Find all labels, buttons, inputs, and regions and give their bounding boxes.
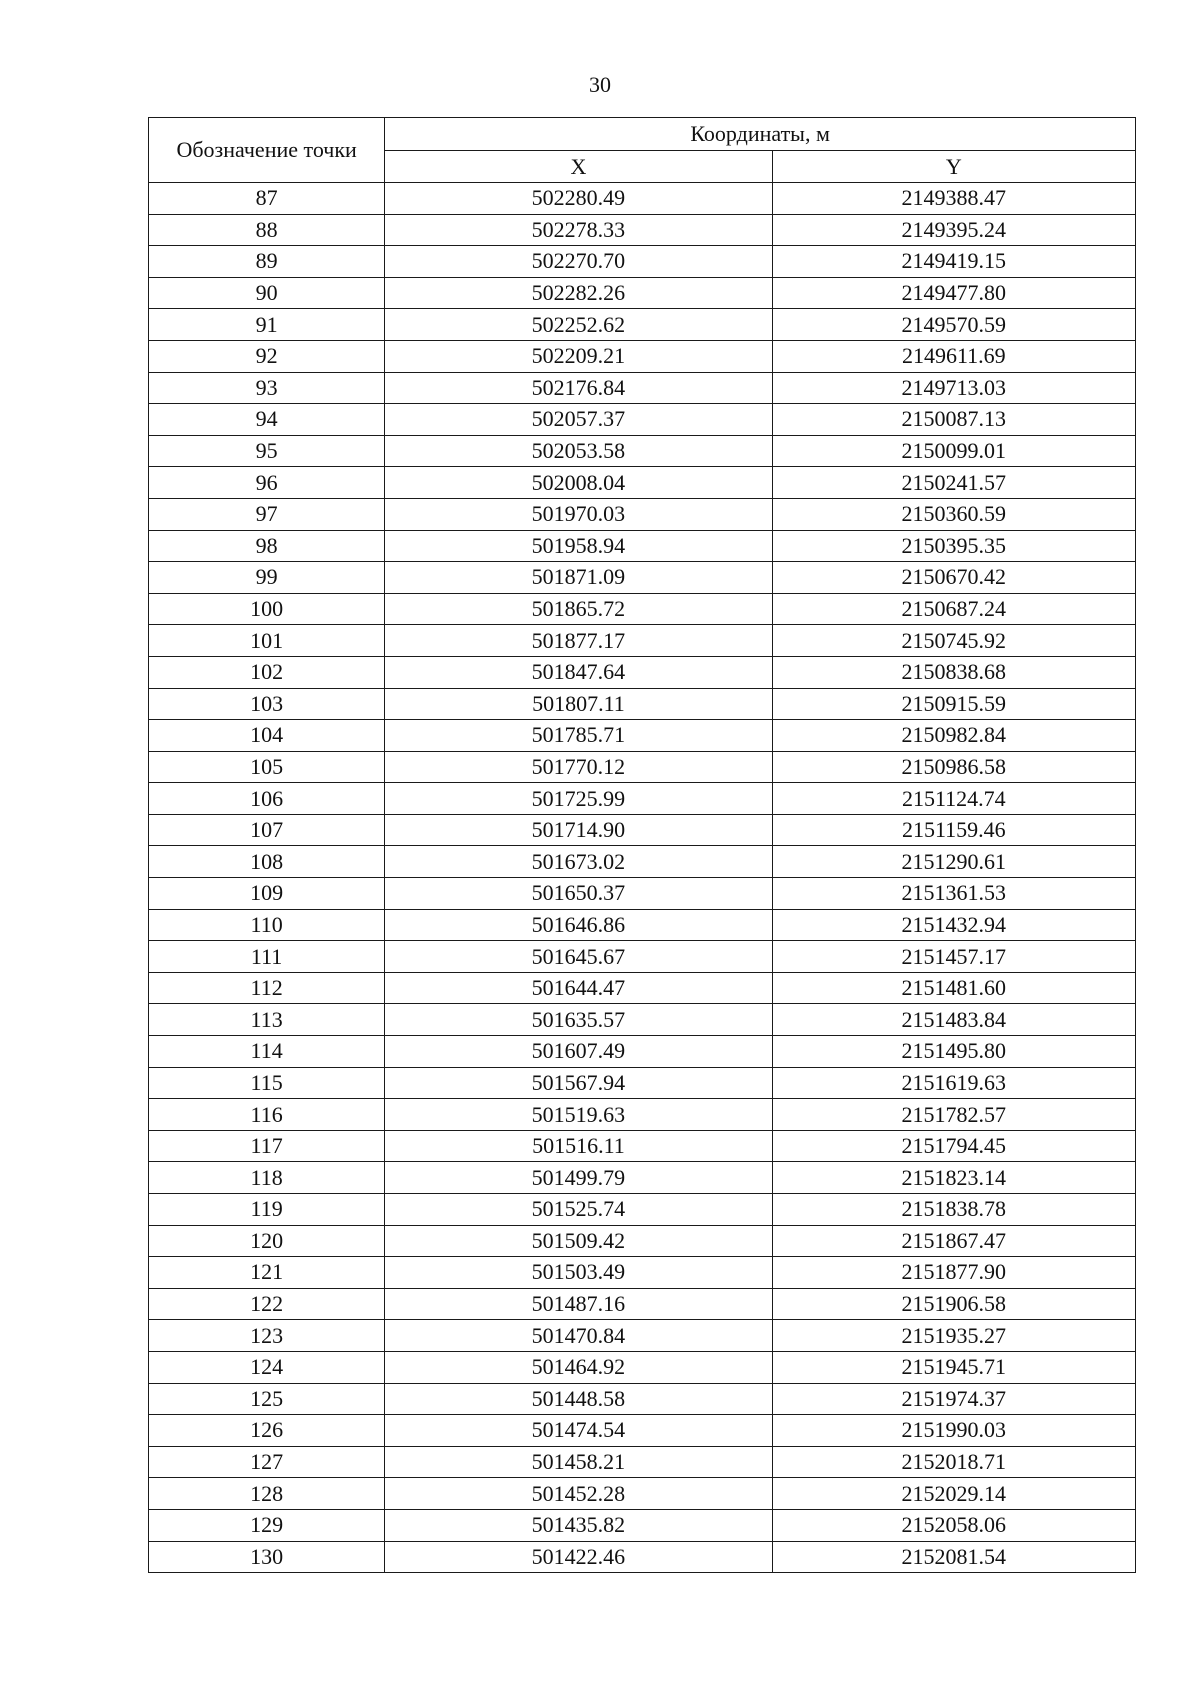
table-row xyxy=(149,1351,1136,1383)
point-cell: 97 xyxy=(149,498,385,530)
table-row xyxy=(149,372,1136,404)
y-coordinate-cell: 2151481.60 xyxy=(772,972,1135,1004)
x-coordinate-cell: 502270.70 xyxy=(385,246,772,278)
y-coordinate-cell: 2151990.03 xyxy=(772,1415,1135,1447)
point-cell: 102 xyxy=(149,656,385,688)
x-coordinate-cell: 501448.58 xyxy=(385,1383,772,1415)
y-coordinate-cell: 2151457.17 xyxy=(772,941,1135,973)
x-coordinate-cell: 501474.54 xyxy=(385,1415,772,1447)
x-coordinate-cell: 501673.02 xyxy=(385,846,772,878)
y-coordinate-cell: 2151361.53 xyxy=(772,878,1135,910)
point-cell: 117 xyxy=(149,1130,385,1162)
y-coordinate-cell: 2151794.45 xyxy=(772,1130,1135,1162)
point-cell: 118 xyxy=(149,1162,385,1194)
table-row xyxy=(149,1320,1136,1352)
point-cell: 92 xyxy=(149,340,385,372)
table-row xyxy=(149,498,1136,530)
y-coordinate-cell: 2151906.58 xyxy=(772,1288,1135,1320)
y-coordinate-cell: 2149477.80 xyxy=(772,277,1135,309)
y-coordinate-cell: 2149388.47 xyxy=(772,183,1135,215)
x-coordinate-cell: 502176.84 xyxy=(385,372,772,404)
table-row xyxy=(149,1415,1136,1447)
point-cell: 95 xyxy=(149,435,385,467)
y-column-header: Y xyxy=(772,151,1135,183)
y-coordinate-cell: 2151619.63 xyxy=(772,1067,1135,1099)
table-row xyxy=(149,1036,1136,1068)
x-coordinate-cell: 501865.72 xyxy=(385,593,772,625)
y-coordinate-cell: 2150241.57 xyxy=(772,467,1135,499)
point-cell: 109 xyxy=(149,878,385,910)
y-coordinate-cell: 2149611.69 xyxy=(772,340,1135,372)
y-coordinate-cell: 2149570.59 xyxy=(772,309,1135,341)
point-cell: 96 xyxy=(149,467,385,499)
table-row xyxy=(149,941,1136,973)
table-header xyxy=(149,118,1136,183)
table-row xyxy=(149,1509,1136,1541)
point-cell: 99 xyxy=(149,562,385,594)
table-row xyxy=(149,878,1136,910)
x-coordinate-cell: 501516.11 xyxy=(385,1130,772,1162)
table-row xyxy=(149,1004,1136,1036)
table-row xyxy=(149,530,1136,562)
point-cell: 111 xyxy=(149,941,385,973)
point-cell: 91 xyxy=(149,309,385,341)
x-coordinate-cell: 501499.79 xyxy=(385,1162,772,1194)
point-cell: 110 xyxy=(149,909,385,941)
point-cell: 120 xyxy=(149,1225,385,1257)
table-row xyxy=(149,340,1136,372)
y-coordinate-cell: 2151935.27 xyxy=(772,1320,1135,1352)
y-coordinate-cell: 2151823.14 xyxy=(772,1162,1135,1194)
table-row xyxy=(149,846,1136,878)
y-coordinate-cell: 2150087.13 xyxy=(772,404,1135,436)
y-coordinate-cell: 2151945.71 xyxy=(772,1351,1135,1383)
x-coordinate-cell: 501958.94 xyxy=(385,530,772,562)
point-cell: 130 xyxy=(149,1541,385,1573)
point-cell: 128 xyxy=(149,1478,385,1510)
x-coordinate-cell: 501644.47 xyxy=(385,972,772,1004)
x-coordinate-cell: 501645.67 xyxy=(385,941,772,973)
x-coordinate-cell: 501487.16 xyxy=(385,1288,772,1320)
x-coordinate-cell: 501525.74 xyxy=(385,1194,772,1226)
y-coordinate-cell: 2151290.61 xyxy=(772,846,1135,878)
table-row xyxy=(149,1383,1136,1415)
x-coordinate-cell: 501646.86 xyxy=(385,909,772,941)
point-cell: 93 xyxy=(149,372,385,404)
x-coordinate-cell: 501503.49 xyxy=(385,1257,772,1289)
x-coordinate-cell: 502280.49 xyxy=(385,183,772,215)
table-row xyxy=(149,1541,1136,1573)
table-row xyxy=(149,1446,1136,1478)
x-coordinate-cell: 501452.28 xyxy=(385,1478,772,1510)
table-row xyxy=(149,720,1136,752)
y-coordinate-cell: 2152029.14 xyxy=(772,1478,1135,1510)
table-row xyxy=(149,214,1136,246)
table-row xyxy=(149,656,1136,688)
point-cell: 129 xyxy=(149,1509,385,1541)
table-row xyxy=(149,1288,1136,1320)
y-coordinate-cell: 2150687.24 xyxy=(772,593,1135,625)
y-coordinate-cell: 2152081.54 xyxy=(772,1541,1135,1573)
y-coordinate-cell: 2150986.58 xyxy=(772,751,1135,783)
y-coordinate-cell: 2151782.57 xyxy=(772,1099,1135,1131)
table-row xyxy=(149,1225,1136,1257)
table-row xyxy=(149,1067,1136,1099)
point-cell: 104 xyxy=(149,720,385,752)
x-coordinate-cell: 501458.21 xyxy=(385,1446,772,1478)
x-coordinate-cell: 501470.84 xyxy=(385,1320,772,1352)
y-coordinate-cell: 2151159.46 xyxy=(772,814,1135,846)
x-coordinate-cell: 501807.11 xyxy=(385,688,772,720)
x-column-header: X xyxy=(385,151,772,183)
y-coordinate-cell: 2150099.01 xyxy=(772,435,1135,467)
point-cell: 113 xyxy=(149,1004,385,1036)
x-coordinate-cell: 501635.57 xyxy=(385,1004,772,1036)
point-cell: 103 xyxy=(149,688,385,720)
y-coordinate-cell: 2151432.94 xyxy=(772,909,1135,941)
x-coordinate-cell: 502057.37 xyxy=(385,404,772,436)
table-row xyxy=(149,183,1136,215)
point-cell: 108 xyxy=(149,846,385,878)
table-row xyxy=(149,562,1136,594)
coordinates-column-header: Координаты, м xyxy=(385,118,1136,151)
table-row xyxy=(149,593,1136,625)
x-coordinate-cell: 501607.49 xyxy=(385,1036,772,1068)
point-cell: 126 xyxy=(149,1415,385,1447)
y-coordinate-cell: 2152018.71 xyxy=(772,1446,1135,1478)
y-coordinate-cell: 2150670.42 xyxy=(772,562,1135,594)
y-coordinate-cell: 2151495.80 xyxy=(772,1036,1135,1068)
y-coordinate-cell: 2151124.74 xyxy=(772,783,1135,815)
table-row xyxy=(149,972,1136,1004)
x-coordinate-cell: 501714.90 xyxy=(385,814,772,846)
point-cell: 88 xyxy=(149,214,385,246)
point-cell: 121 xyxy=(149,1257,385,1289)
point-cell: 89 xyxy=(149,246,385,278)
y-coordinate-cell: 2150395.35 xyxy=(772,530,1135,562)
y-coordinate-cell: 2151974.37 xyxy=(772,1383,1135,1415)
table-row xyxy=(149,1162,1136,1194)
point-cell: 101 xyxy=(149,625,385,657)
x-coordinate-cell: 501567.94 xyxy=(385,1067,772,1099)
point-cell: 87 xyxy=(149,183,385,215)
point-cell: 114 xyxy=(149,1036,385,1068)
x-coordinate-cell: 501877.17 xyxy=(385,625,772,657)
x-coordinate-cell: 502209.21 xyxy=(385,340,772,372)
y-coordinate-cell: 2152058.06 xyxy=(772,1509,1135,1541)
table-row xyxy=(149,909,1136,941)
table-row xyxy=(149,783,1136,815)
point-cell: 105 xyxy=(149,751,385,783)
y-coordinate-cell: 2150982.84 xyxy=(772,720,1135,752)
x-coordinate-cell: 502282.26 xyxy=(385,277,772,309)
y-coordinate-cell: 2150838.68 xyxy=(772,656,1135,688)
table-row xyxy=(149,435,1136,467)
table-row xyxy=(149,1257,1136,1289)
x-coordinate-cell: 502278.33 xyxy=(385,214,772,246)
x-coordinate-cell: 501847.64 xyxy=(385,656,772,688)
y-coordinate-cell: 2150360.59 xyxy=(772,498,1135,530)
table-row xyxy=(149,1194,1136,1226)
table-row xyxy=(149,404,1136,436)
table-row xyxy=(149,277,1136,309)
point-cell: 107 xyxy=(149,814,385,846)
point-cell: 106 xyxy=(149,783,385,815)
table-row xyxy=(149,1478,1136,1510)
x-coordinate-cell: 501970.03 xyxy=(385,498,772,530)
x-coordinate-cell: 501422.46 xyxy=(385,1541,772,1573)
coordinates-table xyxy=(148,117,1136,1573)
x-coordinate-cell: 502252.62 xyxy=(385,309,772,341)
table-row xyxy=(149,309,1136,341)
point-cell: 112 xyxy=(149,972,385,1004)
table-row xyxy=(149,467,1136,499)
point-column-header: Обозначение точки xyxy=(149,118,385,183)
point-cell: 90 xyxy=(149,277,385,309)
point-cell: 119 xyxy=(149,1194,385,1226)
x-coordinate-cell: 501650.37 xyxy=(385,878,772,910)
point-cell: 127 xyxy=(149,1446,385,1478)
x-coordinate-cell: 501785.71 xyxy=(385,720,772,752)
table-row xyxy=(149,1130,1136,1162)
x-coordinate-cell: 501464.92 xyxy=(385,1351,772,1383)
x-coordinate-cell: 502008.04 xyxy=(385,467,772,499)
y-coordinate-cell: 2150745.92 xyxy=(772,625,1135,657)
point-cell: 123 xyxy=(149,1320,385,1352)
point-cell: 100 xyxy=(149,593,385,625)
table-row xyxy=(149,1099,1136,1131)
y-coordinate-cell: 2149713.03 xyxy=(772,372,1135,404)
x-coordinate-cell: 501770.12 xyxy=(385,751,772,783)
point-cell: 116 xyxy=(149,1099,385,1131)
table-row xyxy=(149,751,1136,783)
y-coordinate-cell: 2151877.90 xyxy=(772,1257,1135,1289)
y-coordinate-cell: 2149395.24 xyxy=(772,214,1135,246)
x-coordinate-cell: 501871.09 xyxy=(385,562,772,594)
x-coordinate-cell: 501725.99 xyxy=(385,783,772,815)
table-row xyxy=(149,246,1136,278)
x-coordinate-cell: 501435.82 xyxy=(385,1509,772,1541)
x-coordinate-cell: 501509.42 xyxy=(385,1225,772,1257)
point-cell: 98 xyxy=(149,530,385,562)
table-body xyxy=(149,183,1136,1573)
point-cell: 122 xyxy=(149,1288,385,1320)
x-coordinate-cell: 502053.58 xyxy=(385,435,772,467)
table-row xyxy=(149,688,1136,720)
x-coordinate-cell: 501519.63 xyxy=(385,1099,772,1131)
y-coordinate-cell: 2150915.59 xyxy=(772,688,1135,720)
table-row xyxy=(149,625,1136,657)
page-number: 30 xyxy=(589,72,611,97)
y-coordinate-cell: 2151838.78 xyxy=(772,1194,1135,1226)
y-coordinate-cell: 2151867.47 xyxy=(772,1225,1135,1257)
point-cell: 124 xyxy=(149,1351,385,1383)
y-coordinate-cell: 2151483.84 xyxy=(772,1004,1135,1036)
point-cell: 94 xyxy=(149,404,385,436)
point-cell: 115 xyxy=(149,1067,385,1099)
point-cell: 125 xyxy=(149,1383,385,1415)
y-coordinate-cell: 2149419.15 xyxy=(772,246,1135,278)
table-row xyxy=(149,814,1136,846)
